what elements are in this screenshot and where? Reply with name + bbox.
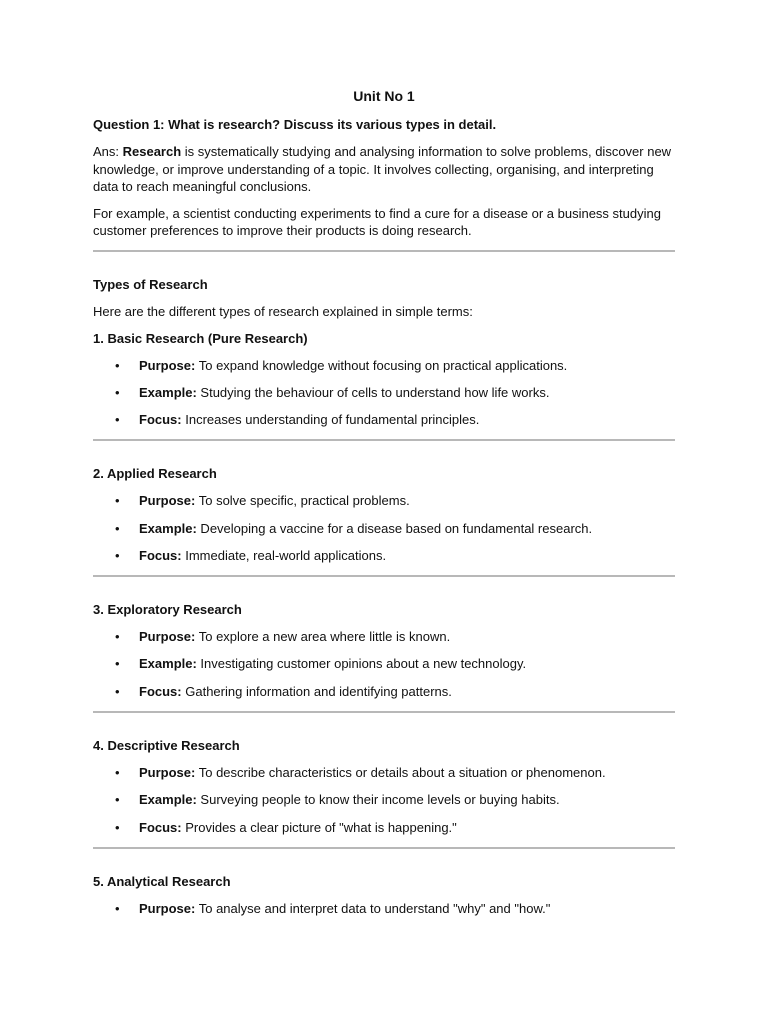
section-divider: [93, 575, 675, 577]
list-item: [115, 547, 675, 565]
example-paragraph: For example, a scientist conducting experiments to find a cure for a disease or a business studying customer preferences to improve their products is doing research.: [93, 205, 661, 238]
list-item: [115, 357, 675, 375]
item-label: Focus:: [139, 412, 182, 428]
item-text: Gathering information and identifying patterns.: [181, 683, 452, 699]
item-text: To expand knowledge without focusing on practical applications.: [195, 357, 568, 373]
item-label: Purpose:: [139, 357, 196, 373]
item-text: Immediate, real-world applications.: [181, 548, 387, 564]
item-label: Focus:: [139, 683, 182, 699]
section-divider: [93, 711, 675, 713]
item-label: Purpose:: [139, 900, 196, 916]
item-label: Example:: [139, 384, 197, 400]
section-list-basic-research: [93, 357, 675, 430]
section-divider: [93, 847, 675, 849]
types-intro: Here are the different types of research explained in simple terms:: [93, 303, 473, 319]
list-item: [115, 384, 675, 402]
item-text: To explore a new area where little is known.: [195, 629, 451, 645]
list-item: [115, 900, 675, 918]
list-item: [115, 411, 675, 429]
section-list-applied-research: [93, 492, 675, 565]
item-text: Investigating customer opinions about a new technology.: [196, 656, 527, 672]
item-text: Provides a clear picture of "what is happening.": [181, 819, 457, 835]
section-heading-analytical-research: 5. Analytical Research: [93, 873, 231, 889]
bullet-icon: •: [115, 819, 120, 835]
list-item: [115, 791, 675, 809]
item-label: Purpose:: [139, 493, 196, 509]
item-text: Developing a vaccine for a disease based on fundamental research.: [196, 520, 593, 536]
answer-prefix: Ans:: [93, 144, 123, 159]
list-item: [115, 819, 675, 837]
page-title: Unit No 1: [353, 88, 415, 104]
types-heading: Types of Research: [93, 276, 208, 292]
section-list-analytical-research: [93, 900, 675, 918]
section-heading-basic-research: 1. Basic Research (Pure Research): [93, 330, 308, 346]
bullet-icon: •: [115, 357, 120, 373]
question-heading: Question 1: What is research? Discuss its various types in detail.: [93, 117, 497, 132]
item-text: Studying the behaviour of cells to understand how life works.: [196, 384, 550, 400]
bullet-icon: •: [115, 656, 120, 672]
item-text: Increases understanding of fundamental principles.: [181, 412, 480, 428]
list-item: [115, 655, 675, 673]
bullet-icon: •: [115, 493, 120, 509]
list-item: [115, 683, 675, 701]
item-label: Focus:: [139, 548, 182, 564]
list-item: [115, 764, 675, 782]
bullet-icon: •: [115, 683, 120, 699]
item-label: Example:: [139, 792, 197, 808]
bullet-icon: •: [115, 792, 120, 808]
bullet-icon: •: [115, 900, 120, 916]
item-label: Focus:: [139, 819, 182, 835]
section-heading-applied-research: 2. Applied Research: [93, 466, 217, 482]
bullet-icon: •: [115, 384, 120, 400]
section-list-exploratory-research: [93, 628, 675, 701]
answer-text: is systematically studying and analysing information to solve problems, discover new knowledge, or improve understanding of a topic. It involves collecting, organising, and interpreting data to reach meaningful conclusions.: [93, 144, 672, 194]
item-text: To analyse and interpret data to understand "why" and "how.": [195, 900, 551, 916]
section-heading-exploratory-research: 3. Exploratory Research: [93, 602, 242, 618]
answer-paragraph: [93, 143, 673, 196]
item-label: Example:: [139, 656, 197, 672]
section-divider: [93, 439, 675, 441]
bullet-icon: •: [115, 629, 120, 645]
list-item: [115, 492, 675, 510]
item-label: Example:: [139, 520, 197, 536]
item-label: Purpose:: [139, 764, 196, 780]
item-text: To describe characteristics or details about a situation or phenomenon.: [195, 764, 606, 780]
item-text: Surveying people to know their income levels or buying habits.: [196, 792, 560, 808]
section-heading-descriptive-research: 4. Descriptive Research: [93, 737, 240, 753]
bullet-icon: •: [115, 548, 120, 564]
bullet-icon: •: [115, 520, 120, 536]
list-item: [115, 628, 675, 646]
bullet-icon: •: [115, 412, 120, 428]
item-text: To solve specific, practical problems.: [195, 493, 410, 509]
section-divider: [93, 250, 675, 252]
list-item: [115, 520, 675, 538]
bullet-icon: •: [115, 764, 120, 780]
section-list-descriptive-research: [93, 764, 675, 837]
answer-term: Research: [122, 144, 182, 159]
item-label: Purpose:: [139, 629, 196, 645]
